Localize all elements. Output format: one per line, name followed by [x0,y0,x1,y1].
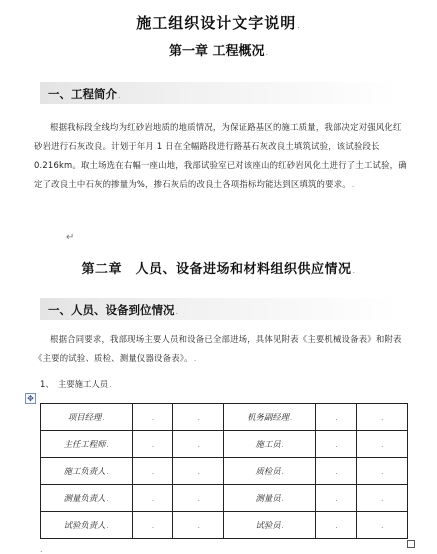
blank-cell[interactable] [132,458,172,485]
section-heading-personnel [40,298,398,320]
personnel-table [40,403,408,539]
blank-cell[interactable] [132,404,172,431]
cell-text: 主任工程师 [63,439,106,449]
role-cell[interactable] [224,512,316,539]
role-cell[interactable] [224,431,316,458]
blank-cell[interactable] [316,404,356,431]
personnel-paragraph [34,330,410,368]
paragraph-mark: . [102,413,105,422]
paragraph-mark: . [151,466,155,476]
blank-cell[interactable] [132,512,172,539]
paragraph-mark: . [265,48,269,57]
blank-cell[interactable] [132,485,172,512]
paragraph-mark: . [197,466,201,476]
paragraph-mark: . [151,439,155,449]
role-cell[interactable] [41,404,133,431]
paragraph-mark: . [197,493,201,503]
paragraph-mark: . [297,21,301,30]
role-cell[interactable] [224,458,316,485]
blank-cell[interactable] [173,431,224,458]
paragraph-mark: . [281,467,285,476]
cell-text: 项目经理 [67,412,102,422]
paragraph-mark: . [381,493,384,503]
paragraph-mark: . [40,545,43,554]
blank-cell[interactable] [173,512,224,539]
paragraph-mark: . [381,439,384,449]
blank-cell[interactable] [316,485,356,512]
paragraph-mark: . [193,354,197,363]
table-row [41,458,408,485]
cell-text: 试验员 [255,520,281,530]
paragraph-mark: . [151,412,155,422]
cell-text: 施工负责人 [63,466,106,476]
chapter2-title-text: 第二章 人员、设备进场和材料组织供应情况 [81,262,352,277]
chapter1-title-text: 第一章 工程概况 [168,44,265,59]
table-row [41,404,408,431]
table-move-handle-icon[interactable]: ✥ [25,393,36,404]
cell-text: 测量员 [255,493,281,503]
blank-cell[interactable] [173,485,224,512]
cell-text: 测量负责人 [63,493,106,503]
section-heading-text [48,302,178,318]
paragraph-mark: . [281,440,285,449]
blank-cell[interactable] [173,404,224,431]
blank-cell[interactable] [173,458,224,485]
section-heading-label: 一、人员、设备到位情况 [48,303,175,317]
paragraph-mark: . [175,307,179,316]
paragraph-mark: . [106,467,110,476]
section-heading-text [48,86,121,102]
paragraph-mark: . [106,494,110,503]
paragraph-mark: . [118,91,121,100]
role-cell[interactable] [41,485,133,512]
paragraph-mark: . [109,380,112,389]
paragraph-mark: . [197,412,201,422]
paragraph-mark: . [335,520,338,530]
document-title-text: 施工组织设计文字说明 [136,14,297,32]
role-cell[interactable] [41,431,133,458]
paragraph-mark: . [290,413,293,422]
blank-cell[interactable] [316,431,356,458]
chapter2-title [0,258,437,277]
paragraph-mark: . [381,466,384,476]
document-title [0,12,437,33]
paragraph-mark: . [281,494,285,503]
blank-cell[interactable] [356,485,407,512]
paragraph-mark: . [351,180,355,189]
paragraph-mark: . [281,521,285,530]
table-row [41,431,408,458]
table-row [41,485,408,512]
list-item-main-personnel [40,378,112,390]
paragraph-mark: . [381,412,384,422]
paragraph-mark: . [106,521,110,530]
paragraph-mark: . [197,439,201,449]
list-item-text: 1、 主要施工人员 [40,379,109,389]
paragraph-mark: . [335,439,338,449]
paragraph-mark: . [335,493,338,503]
paragraph-mark: . [335,412,338,422]
cell-text: 质检员 [255,466,281,476]
role-cell[interactable] [41,512,133,539]
cell-text: 试验负责人 [63,520,106,530]
table-row [41,512,408,539]
role-cell[interactable] [41,458,133,485]
section-heading-project-intro [40,82,398,104]
project-intro-paragraph [34,118,410,194]
personnel-text: 根据合同要求，我部现场主要人员和设备已全部进场，具体见附表《主要机械设备表》和附表《主要的试验、质检、测量仪器设备表》。 [34,334,402,363]
paragraph-mark: . [151,520,155,530]
blank-cell[interactable] [316,512,356,539]
table-resize-handle[interactable] [407,540,415,548]
blank-cell[interactable] [356,431,407,458]
paragraph-mark: . [352,266,356,275]
chapter1-title [0,40,437,59]
role-cell[interactable] [224,404,316,431]
blank-cell[interactable] [316,458,356,485]
cell-text: 施工员 [255,439,281,449]
blank-cell[interactable] [356,458,407,485]
project-intro-text: 根据我标段全线均为红砂岩地质的地质情况，为保证路基区的施工质量，我部决定对强风化红砂岩进行石灰改良。计划于年月 1 日在全幅路段进行路基石灰改良土填筑试验，该试验段长 0.216km。取土场选在右幅一座山地，我部试验室已对该座山的红砂岩风化土进行了土工试验，确定了改良土中石灰的掺量为%，掺石灰后的改良土各项指标均能达到区填筑的要求。 [34,122,407,189]
cell-text: 机务副经理 [247,412,290,422]
blank-cell[interactable] [356,512,407,539]
blank-cell[interactable] [132,431,172,458]
paragraph-mark: . [197,520,201,530]
paragraph-mark: . [151,493,155,503]
blank-cell[interactable] [356,404,407,431]
section-heading-label: 一、工程简介 [48,87,117,101]
role-cell[interactable] [224,485,316,512]
paragraph-mark: . [106,440,110,449]
return-mark: ↵ [66,232,75,243]
paragraph-mark: . [381,520,384,530]
paragraph-mark: . [335,466,338,476]
